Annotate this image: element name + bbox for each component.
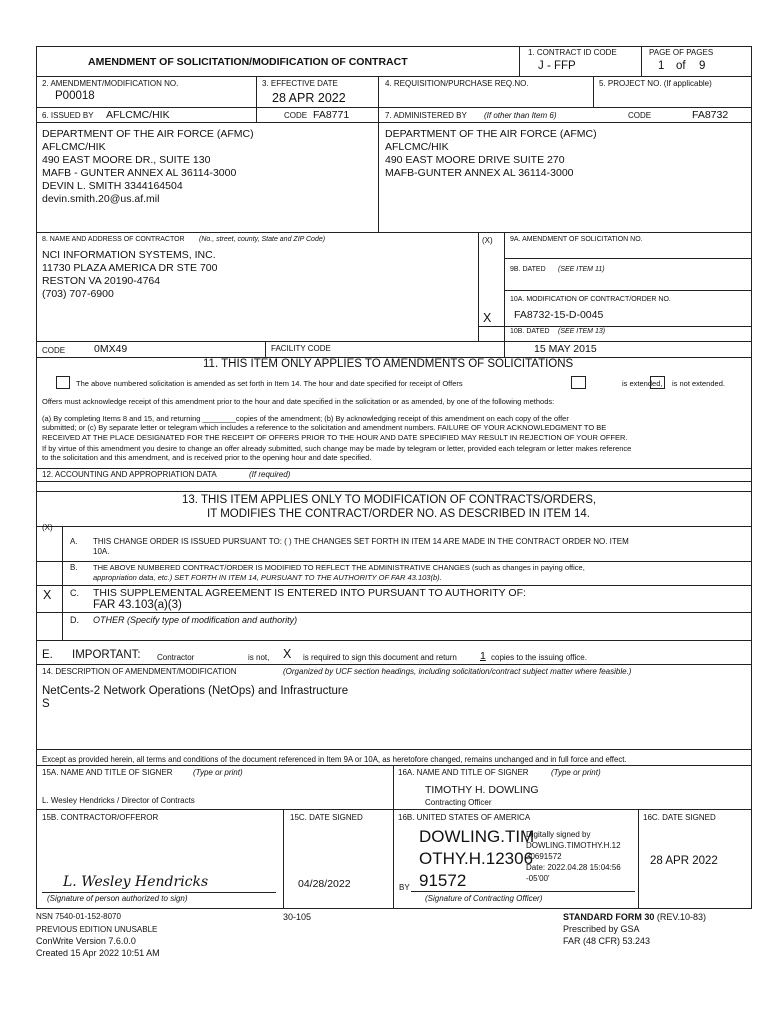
rule: [36, 664, 752, 665]
item-15c-label: 15C. DATE SIGNED: [290, 813, 363, 822]
digital-signature-detail: DOWLING.TIMOTHY.H.12: [526, 841, 621, 850]
contractor-code: 0MX49: [94, 343, 128, 355]
rule: [36, 765, 752, 766]
item-10b-note: (SEE ITEM 13): [558, 328, 606, 335]
previous-edition: PREVIOUS EDITION UNUSABLE: [36, 925, 158, 934]
contractor-line: NCI INFORMATION SYSTEMS, INC.: [42, 249, 216, 261]
contractor-label: 8. NAME AND ADDRESS OF CONTRACTOR: [42, 236, 185, 243]
admin-address: [385, 128, 597, 180]
standard-form-number: STANDARD FORM 30: [563, 912, 655, 922]
copies-text: copies to the issuing office.: [491, 653, 587, 662]
is-not-label: is not,: [248, 653, 270, 662]
contractor-line: 11730 PLAZA AMERICA DR STE 700: [42, 262, 218, 274]
rule: [36, 76, 752, 77]
admin-address-line: 490 EAST MOORE DRIVE SUITE 270: [385, 154, 565, 166]
contractor-line: (703) 707-6900: [42, 288, 114, 300]
rule: [36, 561, 752, 562]
contract-id-code-label: 1. CONTRACT ID CODE: [528, 48, 617, 57]
item-15b-caption: (Signature of person authorized to sign): [47, 894, 188, 903]
prescribed-by: Prescribed by GSA: [563, 924, 640, 934]
signer-name-title: L. Wesley Hendricks / Director of Contracts: [42, 796, 195, 805]
contractor-word: Contractor: [157, 653, 195, 662]
digital-signature-name: [419, 826, 534, 892]
item-15c-date: 04/28/2022: [298, 878, 351, 890]
rule: [504, 290, 752, 291]
rule: [638, 809, 639, 909]
rule: [36, 526, 752, 527]
rule: [36, 612, 752, 613]
item-14-description: NetCents-2 Network Operations (NetOps) and Infrastructure: [42, 685, 349, 697]
item-13a-text: THIS CHANGE ORDER IS ISSUED PURSUANT TO: ( ) THE CHANGES SET FORTH IN ITEM 14 ARE MADE IN THE CONTRACT ORDER NO. ITEM: [93, 537, 629, 546]
not-extended-label: is not extended.: [672, 379, 725, 388]
item-13c-authority: FAR 43.103(a)(3): [93, 599, 182, 611]
issuer-email: devin.smith.20@us.af.mil: [42, 193, 160, 205]
contractor-signature: L. Wesley Hendricks: [63, 874, 209, 890]
item-16c-date: 28 APR 2022: [650, 855, 718, 867]
item-12-label: 12. ACCOUNTING AND APPROPRIATION DATA: [42, 470, 217, 479]
far-citation: FAR (48 CFR) 53.243: [563, 936, 651, 946]
signature-line: [411, 891, 635, 892]
rule: [504, 258, 752, 259]
item-13b-text: THE ABOVE NUMBERED CONTRACT/ORDER IS MODIFIED TO REFLECT THE ADMINISTRATIVE CHANGES (such as changes in paying office,: [93, 563, 585, 572]
item-13-title-2: IT MODIFIES THE CONTRACT/ORDER NO. AS DESCRIBED IN ITEM 14.: [207, 508, 590, 520]
rule: [393, 765, 394, 909]
administered-by-label: 7. ADMINISTERED BY: [385, 111, 467, 120]
digital-signature-detail: 30691572: [526, 852, 562, 861]
item-15a-label: 15A. NAME AND TITLE OF SIGNER: [42, 768, 173, 777]
item-13d-letter: D.: [70, 615, 79, 625]
issuer-code: FA8771: [313, 109, 350, 121]
item-9b-label: 9B. DATED: [510, 266, 546, 273]
rule: [36, 481, 752, 482]
of-word: of: [676, 60, 686, 72]
conwrite-version: ConWrite Version 7.6.0.0: [36, 936, 136, 946]
item-e-letter: E.: [42, 649, 53, 661]
contractor-code-label: CODE: [42, 346, 66, 355]
item-16b-label: 16B. UNITED STATES OF AMERICA: [398, 813, 531, 822]
x-column-label: (X): [482, 236, 493, 245]
rule: [36, 122, 752, 123]
admin-address-line: AFLCMC/HIK: [385, 141, 449, 153]
required-text: is required to sign this document and return: [303, 653, 457, 662]
issuer-address-line: AFLCMC/HIK: [42, 141, 106, 153]
contractor-label-note: (No., street, county, State and ZIP Code): [199, 236, 326, 243]
solicitation-amended-checkbox[interactable]: [56, 376, 70, 389]
issuer-address-line: 490 EAST MOORE DR., SUITE 130: [42, 154, 211, 166]
effective-date: 28 APR 2022: [272, 91, 346, 105]
required-mark: X: [283, 647, 292, 661]
issuer-address-line: MAFB - GUNTER ANNEX AL 36114-3000: [42, 167, 237, 179]
item-9a-label: 9A. AMENDMENT OF SOLICITATION NO.: [510, 236, 643, 243]
rule: [378, 76, 379, 232]
digital-signature-detail: Digitally signed by: [526, 830, 591, 839]
form-title: AMENDMENT OF SOLICITATION/MODIFICATION OF CONTRACT: [88, 56, 408, 68]
issuer-address-line: DEPARTMENT OF THE AIR FORCE (AFMC): [42, 128, 254, 140]
item-11-para: (a) By completing Items 8 and 15, and returning ________copies of the amendment; (b) By acknowledging receipt of this amendment on each copy of the offer: [42, 414, 569, 423]
item-15b-label: 15B. CONTRACTOR/OFFEROR: [42, 813, 159, 822]
item-11-line2: Offers must acknowledge receipt of this amendment prior to the hour and date specified in the solicitation or as amended, by one of the following methods:: [42, 397, 555, 406]
item-13c-letter: C.: [70, 588, 79, 598]
rule: [36, 809, 752, 810]
item-15a-note: (Type or print): [193, 768, 243, 777]
signature-line: [42, 892, 276, 893]
rule: [36, 468, 752, 469]
digital-signature-detail: Date: 2022.04.28 15:04:56: [526, 863, 621, 872]
digital-signature-text: DOWLING.TIM: [419, 827, 535, 846]
item-14-note: (Organized by UCF section headings, including solicitation/contract subject matter where feasible.): [283, 667, 632, 676]
rule: [36, 640, 752, 641]
rule: [478, 232, 479, 341]
item-12-note: (If required): [249, 470, 291, 479]
rule: [478, 326, 752, 327]
rule: [36, 749, 752, 750]
item-13d-text: OTHER (Specify type of modification and authority): [93, 615, 298, 625]
issuer-address: [42, 128, 254, 206]
item-11-para: If by virtue of this amendment you desire to change an offer already submitted, such change may be made by telegram or letter, provided each telegram or letter makes reference: [42, 444, 632, 453]
effective-date-label: 3. EFFECTIVE DATE: [262, 79, 338, 88]
item-13-title-1: 13. THIS ITEM APPLIES ONLY TO MODIFICATION OF CONTRACTS/ORDERS,: [182, 494, 597, 506]
digital-signature-details: [526, 829, 621, 884]
nsn-number: NSN 7540-01-152-8070: [36, 912, 121, 921]
copies-count: 1: [480, 650, 486, 662]
item-10b-label: 10B. DATED: [510, 328, 550, 335]
rule: [36, 341, 752, 342]
rule: [36, 232, 752, 233]
standard-form: [563, 912, 706, 922]
issued-by-label: 6. ISSUED BY: [42, 111, 94, 120]
project-no-label: 5. PROJECT NO. (If applicable): [599, 79, 712, 88]
item-14-description-2: S: [42, 698, 50, 710]
item-11-line1: The above numbered solicitation is amended as set forth in Item 14. The hour and date specified for receipt of Offers: [76, 379, 463, 388]
issuer-code-label: CODE: [284, 111, 308, 120]
by-label: BY: [399, 883, 410, 892]
item-10a-label: 10A. MODIFICATION OF CONTRACT/ORDER NO.: [510, 296, 671, 303]
issued-by: AFLCMC/HIK: [106, 109, 170, 121]
digital-signature-text: 91572: [419, 871, 467, 890]
officer-name: TIMOTHY H. DOWLING: [425, 784, 539, 796]
rule: [641, 46, 642, 76]
rule: [36, 491, 752, 492]
item-11-para: to the solicitation and this amendment, and is received prior to the opening hour and date specified.: [42, 453, 372, 462]
rule: [504, 232, 505, 357]
amendment-no: P00018: [55, 90, 95, 102]
item-13a-text-2: 10A.: [93, 547, 110, 556]
important-label: IMPORTANT:: [72, 649, 141, 661]
item-16a-note: (Type or print): [551, 768, 601, 777]
extended-checkbox[interactable]: [571, 376, 586, 389]
admin-address-line: MAFB-GUNTER ANNEX AL 36114-3000: [385, 167, 574, 179]
form-code: 30-105: [283, 912, 312, 922]
item-11-para: RECEIVED AT THE PLACE DESIGNATED FOR THE RECEIPT OF OFFERS PRIOR TO THE HOUR AND DATE SPECIFIED MAY RESULT IN REJECTION OF YOUR OFFER.: [42, 433, 628, 442]
officer-title: Contracting Officer: [425, 798, 492, 807]
rule: [265, 341, 266, 357]
item-13b-letter: B.: [70, 563, 78, 572]
item-13c-text: THIS SUPPLEMENTAL AGREEMENT IS ENTERED INTO PURSUANT TO AUTHORITY OF:: [93, 587, 526, 599]
rule: [36, 585, 752, 586]
item-10a-mark: X: [483, 311, 492, 325]
contractor-address: [42, 249, 217, 301]
extended-label: is extended,: [622, 379, 663, 388]
item-11-title: 11. THIS ITEM ONLY APPLIES TO AMENDMENTS OF SOLICITATIONS: [203, 358, 574, 370]
item-14-label: 14. DESCRIPTION OF AMENDMENT/MODIFICATION: [42, 667, 237, 676]
item-16b-caption: (Signature of Contracting Officer): [425, 894, 543, 903]
item-11-para: submitted; or (c) By separate letter or telegram which includes a reference to the solicitation and amendment numbers. FAILURE OF YOUR ACKNOWLEDGMENT TO BE: [42, 423, 607, 432]
page-number: 1: [658, 60, 665, 72]
created-timestamp: Created 15 Apr 2022 10:51 AM: [36, 948, 160, 958]
item-13-x-label: (X): [42, 523, 53, 532]
not-extended-checkbox[interactable]: [650, 376, 665, 389]
admin-code-label: CODE: [628, 111, 652, 120]
item-10b-value: 15 MAY 2015: [534, 343, 597, 355]
facility-code-label: FACILITY CODE: [271, 344, 331, 353]
rule: [256, 76, 257, 122]
contractor-line: RESTON VA 20190-4764: [42, 275, 161, 287]
standard-form-revision: (REV.10-83): [656, 912, 707, 922]
item-16a-label: 16A. NAME AND TITLE OF SIGNER: [398, 768, 529, 777]
item-10a-value: FA8732-15-D-0045: [514, 309, 604, 321]
issuer-address-line: DEVIN L. SMITH 3344164504: [42, 180, 183, 192]
page-of-pages-label: PAGE OF PAGES: [649, 48, 714, 57]
rule: [593, 76, 594, 107]
rule: [283, 809, 284, 909]
item-13a-letter: A.: [70, 537, 78, 546]
requisition-label: 4. REQUISITION/PURCHASE REQ.NO.: [385, 79, 529, 88]
rule: [519, 46, 520, 76]
except-text: Except as provided herein, all terms and conditions of the document referenced in Item 9A or 10A, as heretofore changed, remains unchanged and in full force and effect.: [42, 755, 627, 764]
item-16c-label: 16C. DATE SIGNED: [643, 813, 716, 822]
digital-signature-text: OTHY.H.12306: [419, 849, 534, 868]
administered-by-note: (If other than Item 6): [484, 111, 557, 120]
admin-code: FA8732: [692, 109, 729, 121]
rule: [62, 526, 63, 640]
item-13b-text-2: appropriation data, etc.) SET FORTH IN ITEM 14, PURSUANT TO THE AUTHORITY OF FAR 43.103(b).: [93, 573, 442, 582]
item-9b-note: (SEE ITEM 11): [558, 266, 605, 273]
contract-id-code: J - FFP: [538, 60, 576, 72]
amendment-no-label: 2. AMENDMENT/MODIFICATION NO.: [42, 79, 179, 88]
admin-address-line: DEPARTMENT OF THE AIR FORCE (AFMC): [385, 128, 597, 140]
page-count: 9: [699, 60, 706, 72]
rule: [36, 107, 752, 108]
digital-signature-detail: -05'00': [526, 874, 550, 883]
item-13c-mark: X: [43, 588, 52, 602]
